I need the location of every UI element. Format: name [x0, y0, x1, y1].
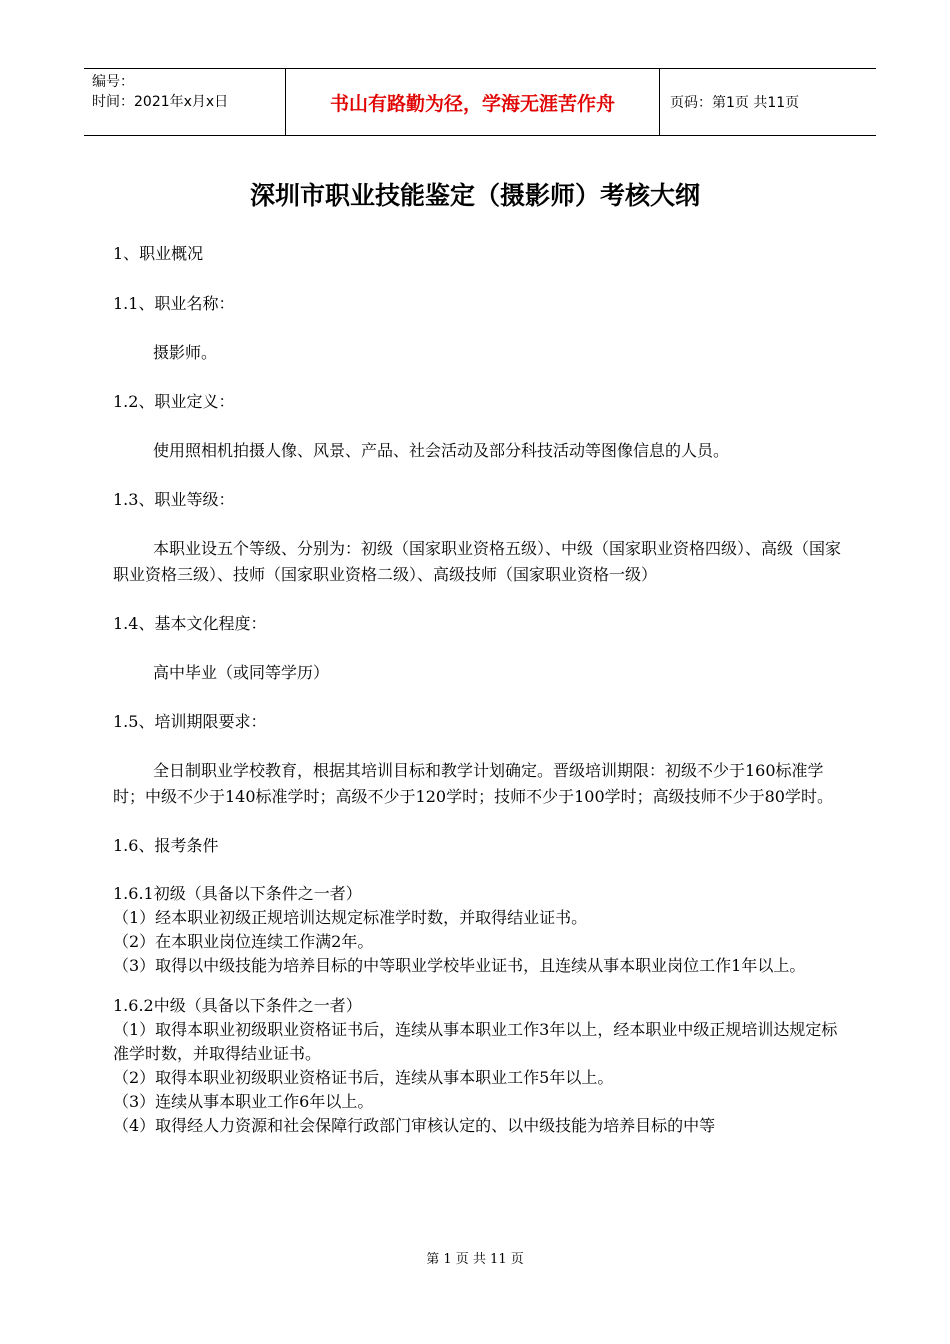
section-heading: 1.3、职业等级：: [113, 490, 235, 509]
list-item: （3）取得以中级技能为培养目标的中等职业学校毕业证书，且连续从事本职业岗位工作1年以上。: [113, 956, 806, 975]
date-line: 时间：2021年x月x日: [92, 94, 229, 110]
document-title: 深圳市职业技能鉴定（摄影师）考核大纲: [249, 181, 700, 210]
subsection-heading: 1.6.2中级（具备以下条件之一者）: [113, 996, 362, 1015]
list-item: （2）在本职业岗位连续工作满2年。: [113, 932, 374, 951]
paragraph: 高中毕业（或同等学历）: [153, 663, 330, 682]
document-body: [113, 240, 853, 1138]
list-item: （2）取得本职业初级职业资格证书后，连续从事本职业工作5年以上。: [113, 1068, 614, 1087]
paragraph: 使用照相机拍摄人像、风景、产品、社会活动及部分科技活动等图像信息的人员。: [153, 441, 730, 460]
paragraph: 本职业设五个等级、分别为：初级（国家职业资格五级）、中级（国家职业资格四级）、高级（国家职业资格三级）、技师（国家职业资格二级）、高级技师（国家职业资格一级）: [113, 539, 842, 584]
header-motto: 书山有路勤为径，学海无涯苦作舟: [286, 69, 660, 135]
code-label: 编号：: [92, 74, 134, 90]
paragraph: 摄影师。: [153, 343, 218, 362]
section-heading: 1.6、报考条件: [113, 836, 219, 855]
section-heading: 1.4、基本文化程度：: [113, 614, 267, 633]
list-item: （1）取得本职业初级职业资格证书后，连续从事本职业工作3年以上，经本职业中级正规培训达规定标准学时数，并取得结业证书。: [113, 1020, 838, 1063]
section-heading: 1.2、职业定义：: [113, 392, 235, 411]
header-page-info: 页码：第1页 共11页: [670, 95, 800, 111]
subsection-heading: 1.6.1初级（具备以下条件之一者）: [113, 884, 362, 903]
section-heading: 1.5、培训期限要求：: [113, 712, 267, 731]
header-table: [84, 68, 876, 136]
list-item: （4）取得经人力资源和社会保障行政部门审核认定的、以中级技能为培养目标的中等: [113, 1116, 716, 1135]
paragraph: 全日制职业学校教育，根据其培训目标和教学计划确定。晋级培训期限：初级不少于160标准学时；中级不少于140标准学时；高级不少于120学时；技师不少于100学时；高级技师不少于80学时。: [113, 761, 833, 806]
header-meta: [84, 69, 286, 135]
list-item: （3）连续从事本职业工作6年以上。: [113, 1092, 374, 1111]
list-item: （1）经本职业初级正规培训达规定标准学时数，并取得结业证书。: [113, 908, 588, 927]
section-heading: 1.1、职业名称：: [113, 294, 235, 313]
section-heading: 1、职业概况: [113, 244, 204, 263]
page-footer: 第 1 页 共 11 页: [426, 1252, 524, 1267]
